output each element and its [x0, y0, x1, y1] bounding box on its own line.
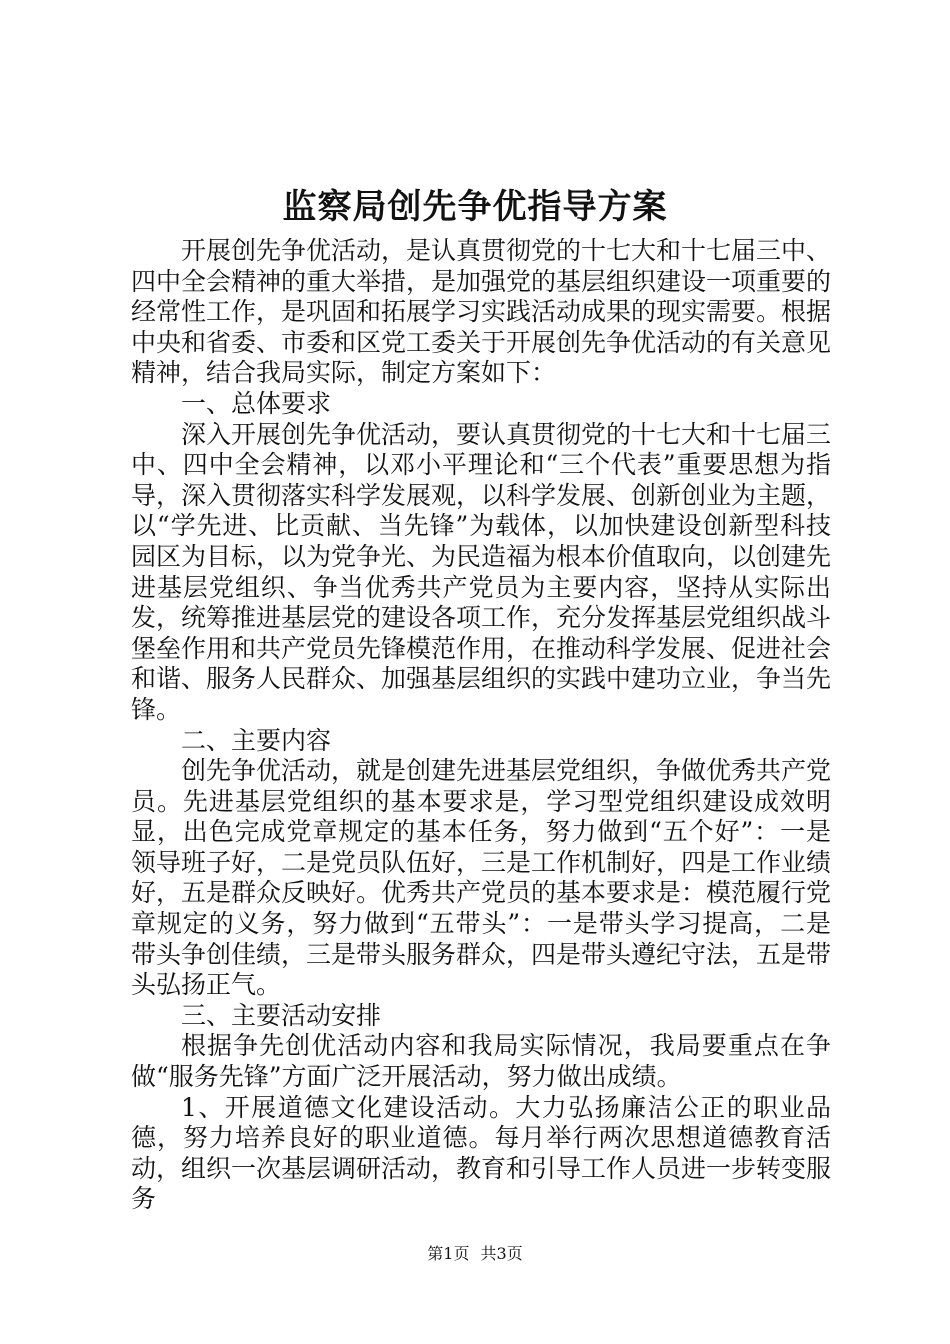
- document-body: [131, 236, 831, 1215]
- section-heading-general-requirements: 一、总体要求: [181, 388, 332, 418]
- section-heading-activity-arrangement: 三、主要活动安排: [181, 1000, 382, 1030]
- page-total: 共3页: [480, 1244, 523, 1263]
- section-heading-main-content: 二、主要内容: [181, 725, 332, 755]
- activity-arrangement-paragraph: 根据争先创优活动内容和我局实际情况，我局要重点在争做“服务先锋”方面广泛开展活动，努力做出成绩。: [131, 1031, 831, 1092]
- moral-culture-paragraph: 1、开展道德文化建设活动。大力弘扬廉洁公正的职业品德，努力培养良好的职业道德。每月举行两次思想道德教育活动，组织一次基层调研活动，教育和引导工作人员进一步转变服务: [131, 1092, 832, 1214]
- page-number: 第1页: [427, 1244, 470, 1263]
- main-content-paragraph: 创先争优活动，就是创建先进基层党组织，争做优秀共产党员。先进基层党组织的基本要求是，学习型党组织建设成效明显，出色完成党章规定的基本任务，努力做到“五个好”：一是领导班子好，二是党员队伍好，三是工作机制好，四是工作业绩好，五是群众反映好。优秀共产党员的基本要求是：模范履行党章规定的义务，努力做到“五带头”：一是带头学习提高，二是带头争创佳绩，三是带头服务群众，四是带头遵纪守法，五是带头弘扬正气。: [131, 756, 832, 1000]
- intro-paragraph: 开展创先争优活动，是认真贯彻党的十七大和十七届三中、四中全会精神的重大举措，是加强党的基层组织建设一项重要的经常性工作，是巩固和拓展学习实践活动成果的现实需要。根据中央和省委、市委和区党工委关于开展创先争优活动的有关意见精神，结合我局实际，制定方案如下：: [131, 236, 832, 388]
- document-title: 监察局创先争优指导方案: [282, 187, 668, 227]
- page-footer: [0, 1242, 950, 1266]
- general-requirements-paragraph: 深入开展创先争优活动，要认真贯彻党的十七大和十七届三中、四中全会精神，以邓小平理论和“三个代表”重要思想为指导，深入贯彻落实科学发展观，以科学发展、创新创业为主题，以“学先进、比贡献、当先锋”为载体，以加快建设创新型科技园区为目标，以为党争光、为民造福为根本价值取向，以创建先进基层党组织、争当优秀共产党员为主要内容，坚持从实际出发，统筹推进基层党的建设各项工作，充分发挥基层党组织战斗堡垒作用和共产党员先锋模范作用，在推动科学发展、促进社会和谐、服务人民群众、加强基层组织的实践中建功立业，争当先锋。: [131, 419, 832, 724]
